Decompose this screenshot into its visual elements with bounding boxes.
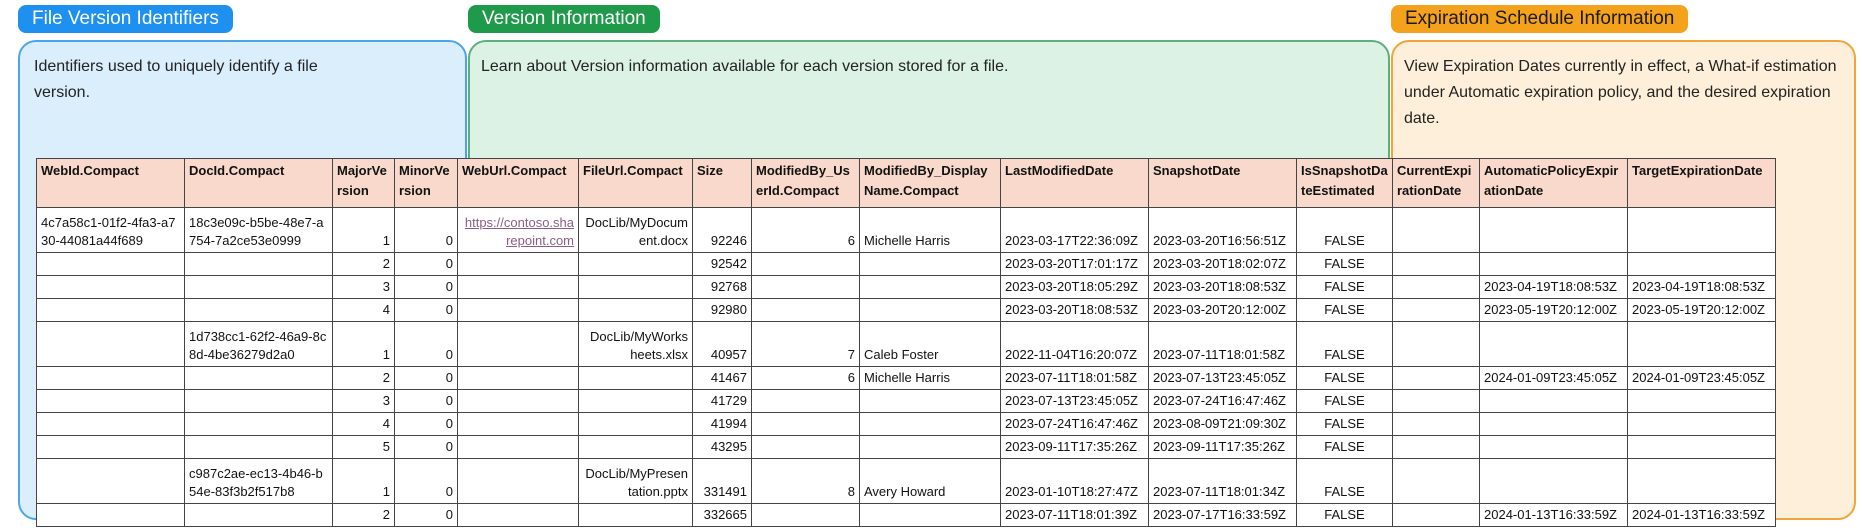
cell-minorversion: 0 — [395, 413, 458, 436]
expiration-schedule-title: Expiration Schedule Information — [1391, 5, 1688, 33]
cell-majorversion: 4 — [333, 413, 395, 436]
cell-automaticpolicyexpirationdate — [1480, 322, 1628, 367]
cell-webid — [37, 459, 185, 504]
cell-webid — [37, 413, 185, 436]
cell-modifiedby-displayname — [860, 504, 1001, 527]
cell-modifiedby-userid: 7 — [752, 322, 860, 367]
cell-weburl — [458, 322, 579, 367]
table-row — [37, 390, 1776, 413]
cell-size: 92542 — [693, 253, 752, 276]
cell-modifiedby-userid — [752, 276, 860, 299]
cell-modifiedby-displayname: Michelle Harris — [860, 208, 1001, 253]
cell-issnapshotdateestimated: FALSE — [1297, 504, 1393, 527]
table-row — [37, 253, 1776, 276]
cell-modifiedby-displayname: Caleb Foster — [860, 322, 1001, 367]
cell-docid — [185, 253, 333, 276]
cell-minorversion: 0 — [395, 459, 458, 504]
cell-modifiedby-userid — [752, 413, 860, 436]
cell-modifiedby-displayname — [860, 276, 1001, 299]
cell-minorversion: 0 — [395, 504, 458, 527]
cell-modifiedby-userid: 8 — [752, 459, 860, 504]
col-header-modifiedby-displayname: ModifiedBy_DisplayName.Compact — [860, 159, 1001, 208]
cell-minorversion: 0 — [395, 367, 458, 390]
cell-issnapshotdateestimated: FALSE — [1297, 367, 1393, 390]
cell-lastmodifieddate: 2023-01-10T18:27:47Z — [1001, 459, 1149, 504]
cell-issnapshotdateestimated: FALSE — [1297, 413, 1393, 436]
cell-automaticpolicyexpirationdate: 2023-05-19T20:12:00Z — [1480, 299, 1628, 322]
cell-targetexpirationdate — [1628, 253, 1776, 276]
cell-weburl — [458, 253, 579, 276]
cell-issnapshotdateestimated: FALSE — [1297, 276, 1393, 299]
cell-lastmodifieddate: 2023-07-11T18:01:39Z — [1001, 504, 1149, 527]
cell-fileurl — [579, 299, 693, 322]
cell-webid — [37, 367, 185, 390]
table-row — [37, 322, 1776, 367]
cell-issnapshotdateestimated: FALSE — [1297, 208, 1393, 253]
cell-currentexpirationdate — [1393, 459, 1480, 504]
cell-weburl — [458, 413, 579, 436]
cell-size: 41467 — [693, 367, 752, 390]
table-row — [37, 504, 1776, 527]
cell-webid — [37, 504, 185, 527]
table-row — [37, 413, 1776, 436]
cell-weburl — [458, 459, 579, 504]
cell-minorversion: 0 — [395, 322, 458, 367]
cell-fileurl — [579, 367, 693, 390]
cell-weburl — [458, 436, 579, 459]
cell-targetexpirationdate: 2024-01-13T16:33:59Z — [1628, 504, 1776, 527]
cell-docid — [185, 299, 333, 322]
cell-minorversion: 0 — [395, 276, 458, 299]
col-header-automaticpolicyexpirationdate: AutomaticPolicyExpirationDate — [1480, 159, 1628, 208]
col-header-webid: WebId.Compact — [37, 159, 185, 208]
cell-webid — [37, 299, 185, 322]
cell-modifiedby-displayname — [860, 253, 1001, 276]
cell-minorversion: 0 — [395, 390, 458, 413]
col-header-modifiedby-userid: ModifiedBy_UserId.Compact — [752, 159, 860, 208]
cell-modifiedby-userid: 6 — [752, 367, 860, 390]
cell-modifiedby-displayname: Avery Howard — [860, 459, 1001, 504]
cell-webid — [37, 253, 185, 276]
cell-fileurl — [579, 390, 693, 413]
cell-docid: 18c3e09c-b5be-48e7-a754-7a2ce53e0999 — [185, 208, 333, 253]
cell-weburl[interactable] — [458, 208, 579, 253]
cell-automaticpolicyexpirationdate — [1480, 253, 1628, 276]
cell-targetexpirationdate — [1628, 436, 1776, 459]
cell-minorversion: 0 — [395, 436, 458, 459]
cell-issnapshotdateestimated: FALSE — [1297, 390, 1393, 413]
cell-targetexpirationdate: 2024-01-09T23:45:05Z — [1628, 367, 1776, 390]
cell-docid — [185, 390, 333, 413]
col-header-targetexpirationdate: TargetExpirationDate — [1628, 159, 1776, 208]
table-row — [37, 276, 1776, 299]
cell-majorversion: 1 — [333, 208, 395, 253]
cell-targetexpirationdate — [1628, 459, 1776, 504]
cell-size: 41729 — [693, 390, 752, 413]
cell-issnapshotdateestimated: FALSE — [1297, 436, 1393, 459]
col-header-issnapshotdateestimated: IsSnapshotDateEstimated — [1297, 159, 1393, 208]
version-information-description: Learn about Version information available for each version stored for a file. — [481, 58, 1009, 75]
cell-currentexpirationdate — [1393, 436, 1480, 459]
table-row — [37, 367, 1776, 390]
cell-weburl — [458, 299, 579, 322]
cell-automaticpolicyexpirationdate: 2023-04-19T18:08:53Z — [1480, 276, 1628, 299]
cell-webid — [37, 322, 185, 367]
cell-size: 92246 — [693, 208, 752, 253]
cell-modifiedby-userid — [752, 253, 860, 276]
col-header-size: Size — [693, 159, 752, 208]
cell-lastmodifieddate: 2022-11-04T16:20:07Z — [1001, 322, 1149, 367]
cell-automaticpolicyexpirationdate: 2024-01-13T16:33:59Z — [1480, 504, 1628, 527]
cell-automaticpolicyexpirationdate — [1480, 413, 1628, 436]
cell-targetexpirationdate — [1628, 208, 1776, 253]
cell-size: 92768 — [693, 276, 752, 299]
cell-automaticpolicyexpirationdate — [1480, 390, 1628, 413]
cell-webid — [37, 276, 185, 299]
cell-size: 92980 — [693, 299, 752, 322]
cell-modifiedby-displayname: Michelle Harris — [860, 367, 1001, 390]
cell-weburl — [458, 276, 579, 299]
table-body — [37, 208, 1776, 527]
cell-snapshotdate: 2023-03-20T16:56:51Z — [1149, 208, 1297, 253]
cell-modifiedby-userid — [752, 436, 860, 459]
cell-majorversion: 2 — [333, 367, 395, 390]
col-header-fileurl: FileUrl.Compact — [579, 159, 693, 208]
cell-size: 332665 — [693, 504, 752, 527]
cell-automaticpolicyexpirationdate — [1480, 208, 1628, 253]
table-row — [37, 208, 1776, 253]
cell-majorversion: 2 — [333, 253, 395, 276]
col-header-docid: DocId.Compact — [185, 159, 333, 208]
cell-currentexpirationdate — [1393, 276, 1480, 299]
cell-currentexpirationdate — [1393, 504, 1480, 527]
cell-issnapshotdateestimated: FALSE — [1297, 253, 1393, 276]
cell-majorversion: 3 — [333, 390, 395, 413]
cell-webid — [37, 436, 185, 459]
cell-docid — [185, 413, 333, 436]
cell-minorversion: 0 — [395, 208, 458, 253]
cell-lastmodifieddate: 2023-03-20T17:01:17Z — [1001, 253, 1149, 276]
col-header-lastmodifieddate: LastModifiedDate — [1001, 159, 1149, 208]
cell-snapshotdate: 2023-09-11T17:35:26Z — [1149, 436, 1297, 459]
table-row — [37, 436, 1776, 459]
cell-fileurl — [579, 436, 693, 459]
cell-targetexpirationdate: 2023-05-19T20:12:00Z — [1628, 299, 1776, 322]
cell-fileurl — [579, 504, 693, 527]
cell-targetexpirationdate — [1628, 413, 1776, 436]
cell-weburl — [458, 367, 579, 390]
weburl-link[interactable]: https://contoso.sharepoint.com — [464, 215, 574, 248]
cell-docid: 1d738cc1-62f2-46a9-8c8d-4be36279d2a0 — [185, 322, 333, 367]
cell-snapshotdate: 2023-07-11T18:01:34Z — [1149, 459, 1297, 504]
cell-fileurl — [579, 253, 693, 276]
cell-targetexpirationdate — [1628, 390, 1776, 413]
col-header-minorversion: MinorVersion — [395, 159, 458, 208]
cell-modifiedby-displayname — [860, 299, 1001, 322]
cell-automaticpolicyexpirationdate: 2024-01-09T23:45:05Z — [1480, 367, 1628, 390]
cell-issnapshotdateestimated: FALSE — [1297, 299, 1393, 322]
cell-snapshotdate: 2023-03-20T18:02:07Z — [1149, 253, 1297, 276]
cell-docid — [185, 436, 333, 459]
cell-webid — [37, 390, 185, 413]
cell-currentexpirationdate — [1393, 390, 1480, 413]
cell-fileurl: DocLib/MyDocument.docx — [579, 208, 693, 253]
cell-snapshotdate: 2023-03-20T20:12:00Z — [1149, 299, 1297, 322]
cell-snapshotdate: 2023-08-09T21:09:30Z — [1149, 413, 1297, 436]
cell-minorversion: 0 — [395, 253, 458, 276]
cell-currentexpirationdate — [1393, 208, 1480, 253]
version-table — [36, 158, 1776, 527]
table-header-row — [37, 159, 1776, 208]
cell-minorversion: 0 — [395, 299, 458, 322]
cell-majorversion: 5 — [333, 436, 395, 459]
cell-fileurl: DocLib/MyPresentation.pptx — [579, 459, 693, 504]
table-row — [37, 299, 1776, 322]
cell-modifiedby-displayname — [860, 413, 1001, 436]
cell-size: 40957 — [693, 322, 752, 367]
col-header-weburl: WebUrl.Compact — [458, 159, 579, 208]
cell-lastmodifieddate: 2023-07-13T23:45:05Z — [1001, 390, 1149, 413]
cell-modifiedby-userid — [752, 504, 860, 527]
col-header-majorversion: MajorVersion — [333, 159, 395, 208]
cell-lastmodifieddate: 2023-03-17T22:36:09Z — [1001, 208, 1149, 253]
cell-docid — [185, 367, 333, 390]
cell-fileurl: DocLib/MyWorksheets.xlsx — [579, 322, 693, 367]
cell-size: 41994 — [693, 413, 752, 436]
cell-issnapshotdateestimated: FALSE — [1297, 459, 1393, 504]
cell-modifiedby-userid — [752, 299, 860, 322]
cell-currentexpirationdate — [1393, 253, 1480, 276]
file-identifiers-description: Identifiers used to uniquely identify a file version. — [34, 58, 318, 101]
cell-fileurl — [579, 413, 693, 436]
cell-modifiedby-displayname — [860, 390, 1001, 413]
col-header-snapshotdate: SnapshotDate — [1149, 159, 1297, 208]
cell-weburl — [458, 390, 579, 413]
cell-currentexpirationdate — [1393, 413, 1480, 436]
cell-lastmodifieddate: 2023-09-11T17:35:26Z — [1001, 436, 1149, 459]
cell-weburl — [458, 504, 579, 527]
file-identifiers-title: File Version Identifiers — [18, 5, 233, 33]
cell-fileurl — [579, 276, 693, 299]
cell-docid — [185, 504, 333, 527]
cell-snapshotdate: 2023-07-24T16:47:46Z — [1149, 390, 1297, 413]
cell-automaticpolicyexpirationdate — [1480, 436, 1628, 459]
cell-snapshotdate: 2023-07-13T23:45:05Z — [1149, 367, 1297, 390]
cell-snapshotdate: 2023-07-17T16:33:59Z — [1149, 504, 1297, 527]
cell-snapshotdate: 2023-03-20T18:08:53Z — [1149, 276, 1297, 299]
cell-modifiedby-userid — [752, 390, 860, 413]
expiration-schedule-description: View Expiration Dates currently in effect, a What-if estimation under Automatic expiration policy, and the desired expiration date. — [1404, 58, 1837, 127]
cell-docid — [185, 276, 333, 299]
cell-automaticpolicyexpirationdate — [1480, 459, 1628, 504]
cell-modifiedby-displayname — [860, 436, 1001, 459]
cell-issnapshotdateestimated: FALSE — [1297, 322, 1393, 367]
cell-docid: c987c2ae-ec13-4b46-b54e-83f3b2f517b8 — [185, 459, 333, 504]
cell-size: 43295 — [693, 436, 752, 459]
cell-currentexpirationdate — [1393, 299, 1480, 322]
cell-webid: 4c7a58c1-01f2-4fa3-a730-44081a44f689 — [37, 208, 185, 253]
cell-targetexpirationdate — [1628, 322, 1776, 367]
cell-majorversion: 1 — [333, 322, 395, 367]
cell-lastmodifieddate: 2023-07-11T18:01:58Z — [1001, 367, 1149, 390]
cell-snapshotdate: 2023-07-11T18:01:58Z — [1149, 322, 1297, 367]
cell-currentexpirationdate — [1393, 322, 1480, 367]
table-row — [37, 459, 1776, 504]
cell-targetexpirationdate: 2023-04-19T18:08:53Z — [1628, 276, 1776, 299]
cell-majorversion: 2 — [333, 504, 395, 527]
cell-majorversion: 3 — [333, 276, 395, 299]
cell-size: 331491 — [693, 459, 752, 504]
cell-lastmodifieddate: 2023-07-24T16:47:46Z — [1001, 413, 1149, 436]
cell-majorversion: 4 — [333, 299, 395, 322]
cell-lastmodifieddate: 2023-03-20T18:08:53Z — [1001, 299, 1149, 322]
col-header-currentexpirationdate: CurrentExpirationDate — [1393, 159, 1480, 208]
cell-lastmodifieddate: 2023-03-20T18:05:29Z — [1001, 276, 1149, 299]
version-information-title: Version Information — [468, 5, 660, 33]
cell-currentexpirationdate — [1393, 367, 1480, 390]
cell-majorversion: 1 — [333, 459, 395, 504]
cell-modifiedby-userid: 6 — [752, 208, 860, 253]
